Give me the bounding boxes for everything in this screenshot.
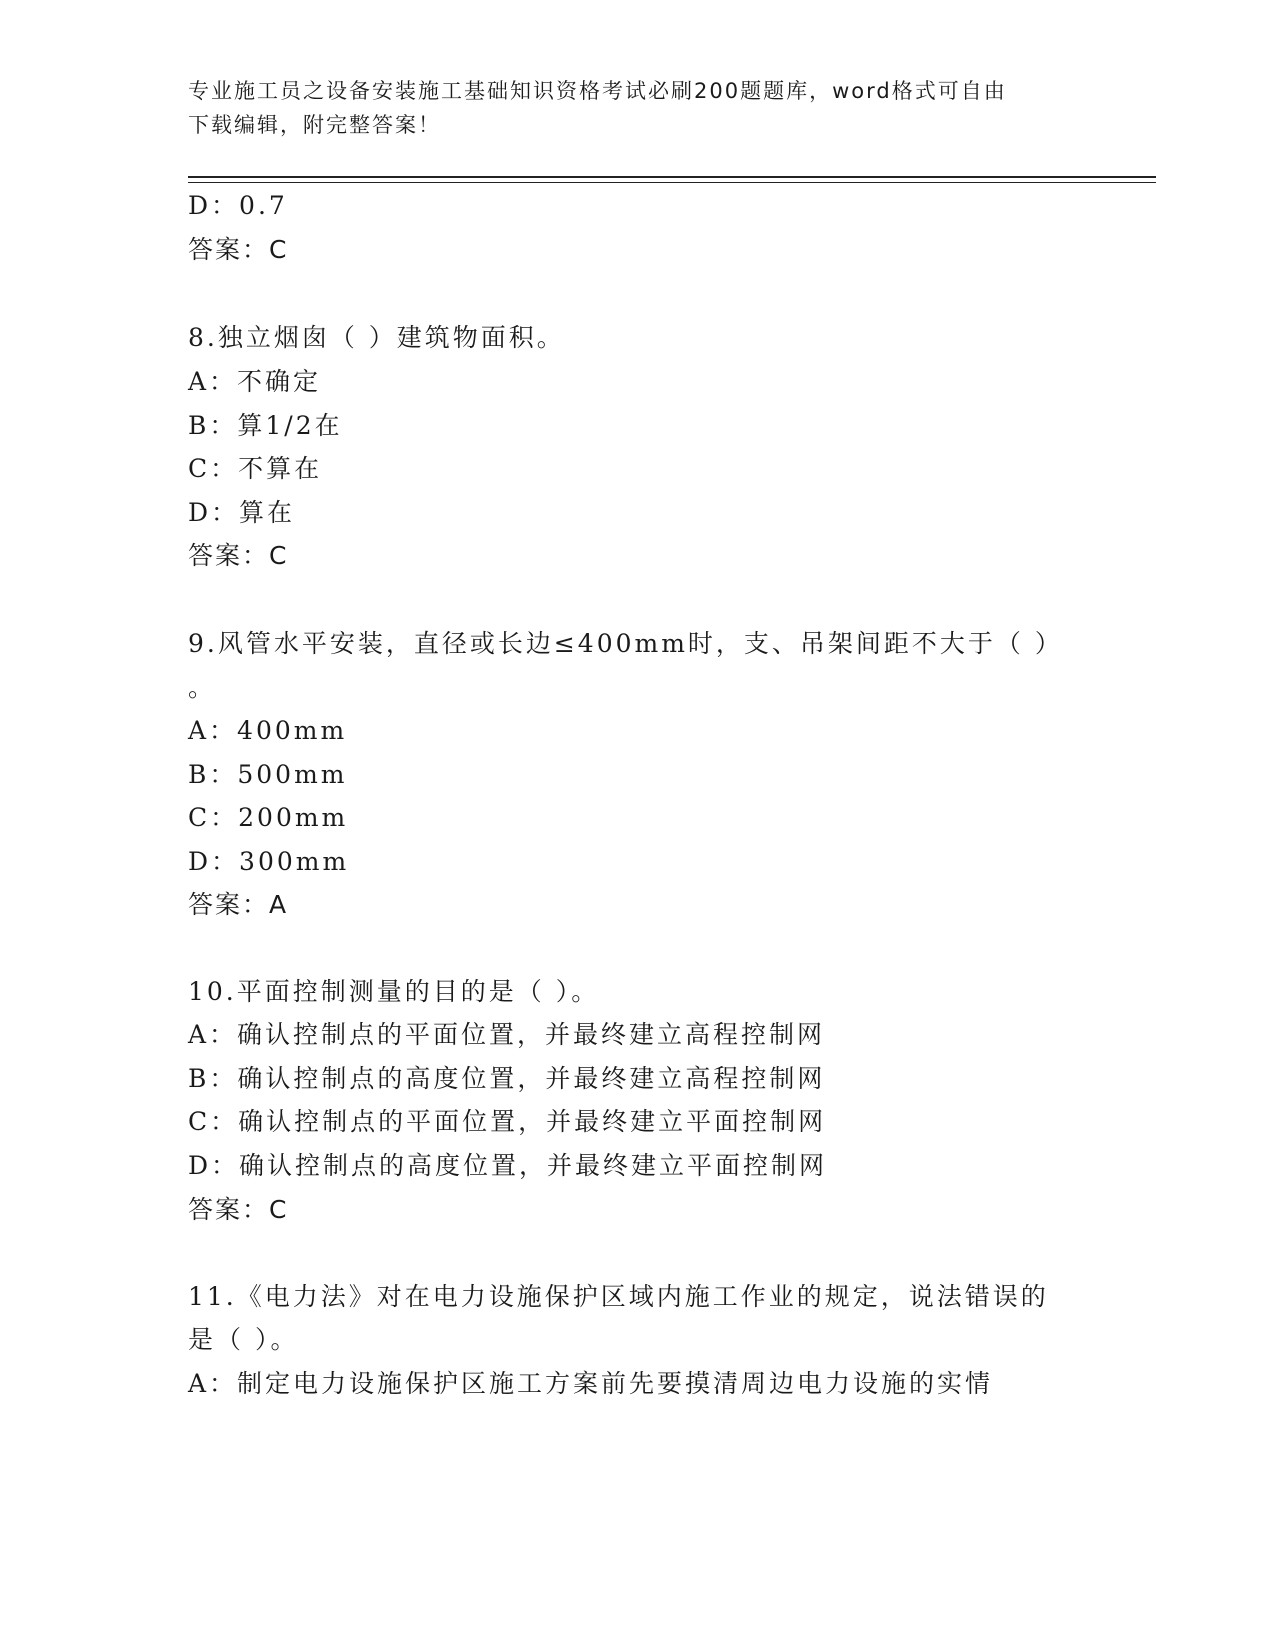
q8-option-d: D：算在 bbox=[188, 498, 296, 527]
header-title-line-2: 下载编辑，附完整答案！ bbox=[188, 113, 441, 137]
header-divider-thin bbox=[188, 182, 1156, 183]
header-title-line-1: 专业施工员之设备安装施工基础知识资格考试必刷200题题库，word格式可自由 bbox=[188, 79, 1007, 103]
q10-stem: 10.平面控制测量的目的是（ ）。 bbox=[188, 977, 600, 1006]
q9-stem-line-1: 9.风管水平安装，直径或长边≤400mm时，支、吊架间距不大于（ ） bbox=[188, 629, 1063, 658]
q10-option-b: B：确认控制点的高度位置，并最终建立高程控制网 bbox=[188, 1064, 826, 1093]
q9-option-a: A：400mm bbox=[188, 716, 348, 745]
q10-answer: 答案：C bbox=[188, 1195, 289, 1224]
q8-option-b: B：算1/2在 bbox=[188, 411, 343, 440]
q9-stem-line-2: 。 bbox=[188, 673, 217, 702]
q9-option-c: C：200mm bbox=[188, 803, 349, 832]
q8-option-a: A：不确定 bbox=[188, 367, 322, 396]
q10-option-c: C：确认控制点的平面位置，并最终建立平面控制网 bbox=[188, 1107, 827, 1136]
q8-answer: 答案：C bbox=[188, 541, 289, 570]
q7-answer: 答案：C bbox=[188, 235, 289, 264]
q8-option-c: C：不算在 bbox=[188, 454, 323, 483]
q9-answer: 答案：A bbox=[188, 890, 289, 919]
q8-stem: 8.独立烟囱（ ）建筑物面积。 bbox=[188, 323, 565, 352]
q10-option-a: A：确认控制点的平面位置，并最终建立高程控制网 bbox=[188, 1020, 826, 1049]
q11-option-a: A：制定电力设施保护区施工方案前先要摸清周边电力设施的实情 bbox=[188, 1369, 994, 1398]
q9-option-b: B：500mm bbox=[188, 760, 348, 789]
page-header bbox=[188, 74, 1088, 142]
q10-option-d: D：确认控制点的高度位置，并最终建立平面控制网 bbox=[188, 1151, 828, 1180]
q11-stem-line-2: 是（ ）。 bbox=[188, 1325, 299, 1354]
header-divider-thick bbox=[188, 176, 1156, 178]
q9-option-d: D：300mm bbox=[188, 847, 350, 876]
q11-stem-line-1: 11.《电力法》对在电力设施保护区域内施工作业的规定，说法错误的 bbox=[188, 1282, 1049, 1311]
q7-option-d: D：0.7 bbox=[188, 191, 288, 220]
